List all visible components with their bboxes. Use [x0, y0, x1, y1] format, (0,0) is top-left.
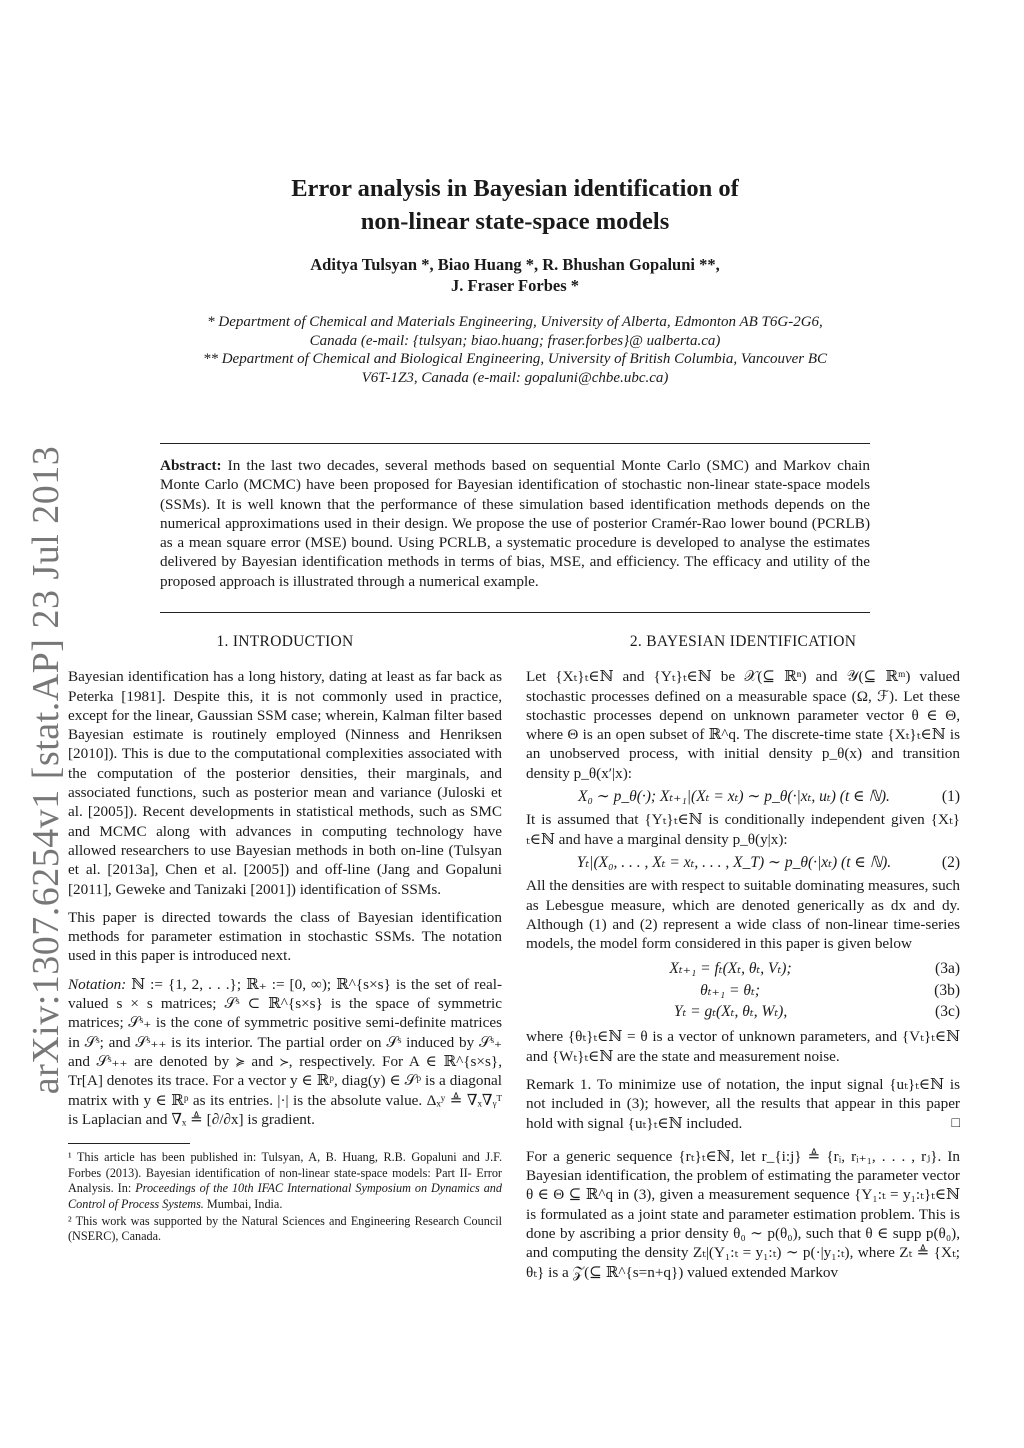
affiliation-alberta: * Department of Chemical and Materials Engineering, University of Alberta, Edmonton AB T6G-2G6, Canada (e-mail: {tulsyan; biao.huang; fraser.forbes}@ ualberta.ca) [207, 314, 823, 349]
equation-3a-number: (3a) [935, 960, 960, 978]
equation-3a-body: Xₜ₊₁ = fₜ(Xₜ, θₜ, Vₜ); [669, 960, 792, 978]
qed-symbol: □ [951, 1115, 960, 1131]
affiliations [200, 313, 830, 387]
footnote-2: ² This work was supported by the Natural Sciences and Engineering Research Council (NSERC), Canada. [68, 1213, 502, 1244]
author-list [160, 254, 870, 296]
section-heading-bayesian-identification: 2. BAYESIAN IDENTIFICATION [629, 633, 857, 650]
notation-text: ℕ := {1, 2, . . .}; ℝ₊ := [0, ∞); ℝ^{s×s} is the set of real-valued s × s matrices; 𝒮ˢ ⊂ ℝ^{s×s} is the space of symmetric matrices; 𝒮ˢ₊ is the cone of symmetric positive semi-definite matrices in 𝒮ˢ; and 𝒮ˢ₊₊ is its interior. The partial order on 𝒮ˢ induced by 𝒮ˢ₊ and 𝒮ˢ₊₊ are denoted by ≽ and ≻, respectively. For A ∈ ℝ^{s×s}, Tr[A] denotes its trace. For a vector y ∈ ℝᵖ, diag(y) ∈ 𝒮ᵖ is a diagonal matrix with y ∈ ℝᵖ as its entries. |·| is the absolute value. Δₓʸ ≜ ∇ₓ∇ᵧᵀ is Laplacian and ∇ₓ ≜ [∂/∂x] is gradient. [68, 975, 502, 1128]
equation-3b-body: θₜ₊₁ = θₜ; [700, 981, 760, 999]
equation-3c-number: (3c) [935, 1003, 960, 1021]
bayes-paragraph-2: It is assumed that {Yₜ}ₜ∈ℕ is conditionally independent given {Xₜ}ₜ∈ℕ and have a marginal density p_θ(y|x): [526, 811, 960, 848]
arxiv-identifier: arXiv:1307.6254v1 [stat.AP] 23 Jul 2013 [25, 445, 67, 1095]
authors-line-2: J. Fraser Forbes * [451, 276, 579, 295]
title-line-1: Error analysis in Bayesian identification of [291, 175, 739, 202]
equation-1 [526, 787, 960, 806]
paper-title [160, 172, 870, 238]
equation-2 [526, 853, 960, 872]
abstract-label: Abstract: [160, 457, 222, 474]
notation-paragraph [68, 975, 502, 1129]
equation-2-body: Yₜ|(X₀, . . . , Xₜ = xₜ, . . . , X_T) ∼ p_θ(·|xₜ) (t ∈ ℕ). [576, 853, 892, 871]
affiliation-ubc: ** Department of Chemical and Biological Engineering, University of British Columbia, Vancouver BC V6T-1Z3, Canada (e-mail: gopaluni@chbe.ubc.ca) [202, 351, 828, 386]
bayes-paragraph-1: Let {Xₜ}ₜ∈ℕ and {Yₜ}ₜ∈ℕ be 𝒳(⊆ ℝⁿ) and 𝒴(⊆ ℝᵐ) valued stochastic processes defined on a measurable space (Ω, ℱ). Let these stochastic processes depend on unknown parameter vector θ ∈ Θ, where Θ is an open subset of ℝ^q. The discrete-time state {Xₜ}ₜ∈ℕ is an unobserved process, with initial density p_θ(x) and transition density p_θ(x′|x): [526, 668, 960, 782]
equation-3b-number: (3b) [934, 981, 960, 999]
equation-1-number: (1) [941, 788, 960, 806]
equation-3a [526, 959, 960, 978]
bayes-paragraph-5: For a generic sequence {rₜ}ₜ∈ℕ, let r_{i:j} ≜ {rᵢ, rᵢ₊₁, . . . , rⱼ}. In Bayesian identification, the problem of estimating the parameter vector θ ∈ Θ ⊆ ℝ^q in (3), given a measurement sequence {Y₁:ₜ = y₁:ₜ}ₜ∈ℕ is formulated as a joint state and parameter estimation problem. This is done by ascribing a prior density θ₀ ∼ p(θ₀), such that θ ∈ supp p(θ₀), and computing the density Zₜ|(Y₁:ₜ = y₁:ₜ) ∼ p(·|y₁:ₜ), where Zₜ ≜ {Xₜ; θₜ} is a 𝒵(⊆ ℝ^{s=n+q}) valued extended Markov [526, 1147, 960, 1281]
bayes-paragraph-3: All the densities are with respect to suitable dominating measures, such as Lebesgue measure, which are denoted generically as dx and dy. Although (1) and (2) represent a wide class of non-linear time-series models, the model form considered in this paper is given below [526, 877, 961, 953]
intro-paragraph-1: Bayesian identification has a long history, dating at least as far back as Peterka [1981]. Despite this, it is not commonly used in practice, except for the linear, Gaussian SSM case; wherein, Kalman filter based Bayesian estimate is routinely employed (Ninness and Henriksen [2010]). This is due to the computational complexities associated with the computation of the posterior densities, their marginals, and associated functions, such as posterior mean and variance (Juloski et al. [2005]). Recent developments in statistical methods, such as SMC and MCMC along with advances in computing technology have allowed researchers to use Bayesian methods in both on-line (Tulsyan et al. [2013a], Chen et al. [2005]) and off-line (Jang and Gopaluni [2011], Geweke and Tanizaki [2001]) identification of SSMs. [68, 668, 502, 898]
equation-3c [526, 1002, 960, 1021]
footnote-rule [68, 1143, 190, 1144]
equation-set-3 [526, 959, 960, 1021]
abstract-top-rule [160, 443, 870, 444]
notation-label: Notation: [68, 975, 127, 993]
footnote-1-text: ¹ This article has been published in: Tulsyan, A, B. Huang, R.B. Gopaluni and J.F. Forbes (2013). Bayesian identification of non-linear state-space models: Part II- Error Analysis. In: [68, 1150, 502, 1196]
abstract-bottom-rule [160, 612, 870, 613]
equation-1-body: X₀ ∼ p_θ(·); Xₜ₊₁|(Xₜ = xₜ) ∼ p_θ(·|xₜ, uₜ) (t ∈ ℕ). [577, 788, 890, 806]
abstract [160, 456, 870, 591]
authors-line-1: Aditya Tulsyan *, Biao Huang *, R. Bhushan Gopaluni **, [310, 255, 720, 274]
equation-3c-body: Yₜ = gₜ(Xₜ, θₜ, Wₜ), [673, 1003, 788, 1021]
arxiv-sidebar [25, 445, 67, 1095]
left-column [68, 632, 502, 1246]
footnote-1 [68, 1150, 502, 1212]
footnote-1-proceedings: Proceedings of the 10th IFAC International Symposium on Dynamics and Control of Process Systems. [68, 1181, 502, 1211]
equation-3b [526, 981, 960, 1000]
remark-label: Remark 1. [526, 1075, 592, 1093]
section-heading-introduction: 1. INTRODUCTION [216, 633, 354, 650]
footnote-1-end: Mumbai, India. [206, 1196, 283, 1211]
abstract-text: In the last two decades, several methods based on sequential Monte Carlo (SMC) and Markov chain Monte Carlo (MCMC) have been proposed for Bayesian identification of stochastic non-linear state-space models (SSMs). It is well known that the performance of these simulation based identification methods depends on the numerical approximations used in their design. We propose the use of posterior Cramér-Rao lower bound (PCRLB) as a mean square error (MSE) bound. Using PCRLB, a systematic procedure is developed to analyse the estimates delivered by Bayesian identification methods in terms of bias, MSE, and efficiency. The efficacy and utility of the proposed approach is illustrated through a numerical example. [160, 457, 870, 590]
intro-paragraph-2: This paper is directed towards the class of Bayesian identification methods for parameter estimation in stochastic SSMs. The notation used in this paper is introduced next. [68, 908, 502, 965]
equation-2-number: (2) [941, 853, 960, 871]
remark-1 [526, 1075, 960, 1133]
bayes-paragraph-4: where {θₜ}ₜ∈ℕ = θ is a vector of unknown parameters, and {Vₜ}ₜ∈ℕ and {Wₜ}ₜ∈ℕ are the state and measurement noise. [526, 1028, 960, 1065]
right-column [526, 632, 960, 1282]
remark-text: To minimize use of notation, the input signal {uₜ}ₜ∈ℕ is not included in (3); however, all the results that appear in this paper hold with signal {uₜ}ₜ∈ℕ included. [526, 1075, 961, 1132]
title-line-2: non-linear state-space models [360, 208, 670, 235]
